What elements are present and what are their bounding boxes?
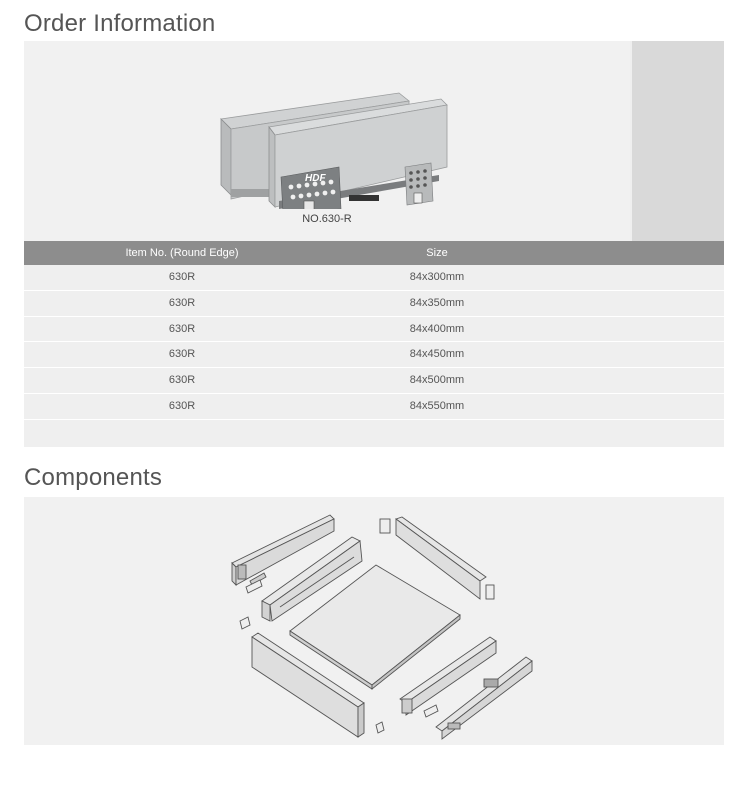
- components-exploded-diagram: [204, 503, 544, 741]
- table-row: [24, 291, 724, 317]
- table-row: [24, 368, 724, 394]
- size-cell: 84x500mm: [409, 374, 465, 387]
- size-cell: 84x550mm: [409, 399, 465, 412]
- brand-logo-text: HDF: [305, 173, 326, 184]
- table-row: [24, 265, 724, 291]
- size-cell: 84x350mm: [409, 296, 465, 309]
- right-clip-part: [424, 705, 438, 717]
- item-no-cell: 630R: [168, 348, 196, 361]
- item-no-cell: 630R: [168, 296, 196, 309]
- order-table-header: [24, 241, 724, 265]
- table-row: [24, 317, 724, 343]
- components-panel: [24, 497, 724, 745]
- header-size: Size: [426, 247, 448, 259]
- order-information-panel: [24, 41, 724, 447]
- item-no-cell: 630R: [168, 322, 196, 335]
- drawer-product-image: [209, 89, 449, 209]
- item-no-cell: 630R: [168, 399, 196, 412]
- table-row: [24, 394, 724, 420]
- size-cell: 84x400mm: [409, 322, 465, 335]
- header-item-no: Item No. (Round Edge): [125, 247, 239, 259]
- components-title: Components: [24, 464, 163, 491]
- size-cell: 84x300mm: [409, 271, 465, 283]
- item-no-cell: 630R: [168, 271, 196, 283]
- order-table-body: [24, 265, 724, 420]
- product-caption: NO.630-R: [302, 213, 352, 225]
- left-connector-part: [240, 617, 250, 629]
- side-panel: [632, 41, 724, 241]
- product-image-area: [24, 41, 630, 241]
- size-cell: 84x450mm: [409, 348, 465, 361]
- table-row: [24, 342, 724, 368]
- item-no-cell: 630R: [168, 374, 196, 387]
- order-information-title: Order Information: [24, 10, 216, 37]
